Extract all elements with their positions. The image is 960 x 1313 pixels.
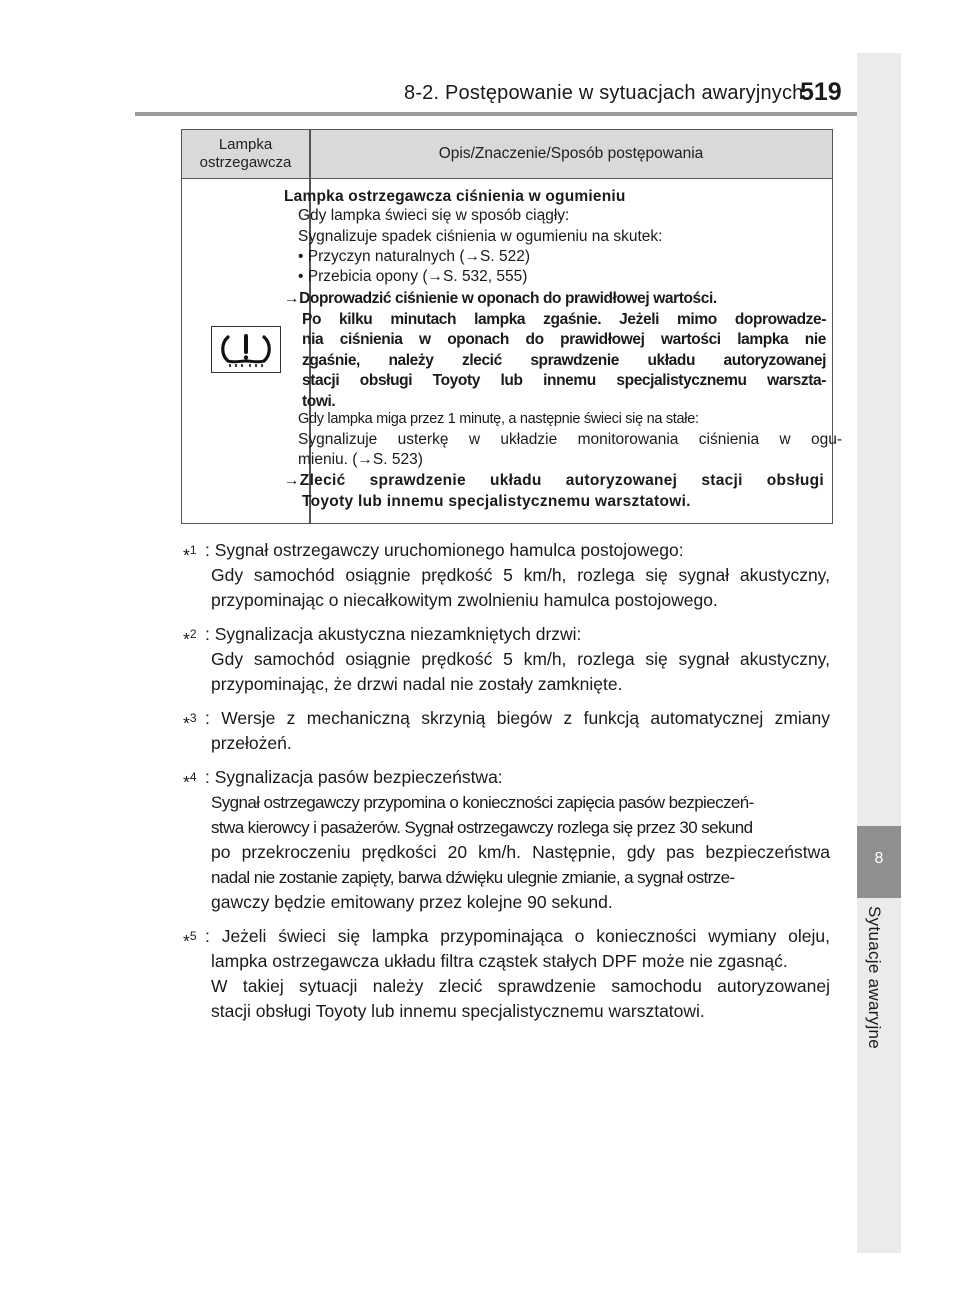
lamp-description-line: mieniu. (→S. 523) <box>298 451 423 468</box>
footnote-line: : Wersje z mechaniczną skrzynią biegów z funkcją automatycznej zmiany <box>205 708 830 728</box>
lamp-description-line: • Przyczyn naturalnych (→S. 522) <box>298 248 530 265</box>
tire-pressure-warning-icon <box>211 326 281 373</box>
lamp-description-line: Sygnalizuje spadek ciśnienia w ogumieniu na skutek: <box>298 228 663 245</box>
footnote-line: lampka ostrzegawcza układu filtra cząstek stałych DPF może nie zgasnąć. <box>211 951 788 971</box>
action-line: zgaśnie, należy zlecić sprawdzenie układu autoryzowanej <box>302 351 826 369</box>
footnote-mark: * <box>183 712 190 733</box>
chapter-title: Sytuacje awaryjne <box>865 906 884 1050</box>
table-header-description: Opis/Znaczenie/Sposób postępowania <box>438 145 704 162</box>
lamp-description-line: Gdy lampka świeci się w sposób ciągły: <box>298 207 570 224</box>
page-number: 519 <box>800 78 842 106</box>
action-line: nia ciśnienia w oponach do prawidłowej wartości lampka nie <box>302 331 826 348</box>
footnote-number: 2 <box>189 627 197 641</box>
table-header-row <box>182 130 832 179</box>
footnote-mark: * <box>183 628 190 649</box>
footnote-line: stacji obsługi Toyoty lub innemu specjalistycznemu warsztatowi. <box>211 1001 705 1021</box>
action-line: Po kilku minutach lampka zgaśnie. Jeżeli mimo doprowadze- <box>302 310 826 328</box>
footnote-mark: * <box>183 930 190 951</box>
footnote-line: gawczy będzie emitowany przez kolejne 90 sekund. <box>211 892 613 912</box>
footnote-mark: * <box>183 771 190 792</box>
action-line: →Doprowadzić ciśnienie w oponach do prawidłowej wartości. <box>284 290 717 307</box>
footnote <box>183 765 830 915</box>
footnote-line: Gdy samochód osiągnie prędkość 5 km/h, rozlega się sygnał akustyczny, <box>211 565 830 585</box>
footnote <box>183 622 830 697</box>
footnote-line: : Jeżeli świeci się lampka przypominająca o konieczności wymiany oleju, <box>205 926 830 946</box>
lamp-description-line: • Przebicia opony (→S. 532, 555) <box>298 268 528 285</box>
footnote <box>183 538 830 613</box>
action-line: stacji obsługi Toyoty lub innemu specjalistycznemu warszta- <box>302 372 826 389</box>
footnote-line: nadal nie zostanie zapięty, barwa dźwięku ulegnie zmianie, a sygnał ostrze- <box>211 868 735 887</box>
table-header-lamp: Lampka ostrzegawcza <box>199 136 292 171</box>
lamp-description-title: Lampka ostrzegawcza ciśnienia w ogumieniu <box>284 188 626 205</box>
action-line: →Zlecić sprawdzenie układu autoryzowanej stacji obsługi <box>284 472 824 489</box>
page-header-title: 8-2. Postępowanie w sytuacjach awaryjnych <box>404 82 804 104</box>
action-block-1 <box>284 290 826 411</box>
footnote-number: 5 <box>189 929 197 943</box>
footnote-number: 1 <box>189 543 197 557</box>
footnote-number: 3 <box>189 711 197 725</box>
footnote-line: : Sygnalizacja pasów bezpieczeństwa: <box>205 767 503 787</box>
header-rule <box>135 112 857 116</box>
footnote-line: W takiej sytuacji należy zlecić sprawdzenie samochodu autoryzowanej <box>211 976 830 996</box>
footnotes <box>183 538 830 1033</box>
footnote-line: : Sygnał ostrzegawczy uruchomionego hamulca postojowego: <box>205 540 684 560</box>
footnote <box>183 706 830 756</box>
footnote-line: przypominając o niecałkowitym zwolnieniu hamulca postojowego. <box>211 590 718 610</box>
footnote-line: Gdy samochód osiągnie prędkość 5 km/h, rozlega się sygnał akustyczny, <box>211 649 830 669</box>
footnote-line: przełożeń. <box>211 733 292 753</box>
chapter-number: 8 <box>874 850 884 867</box>
lamp-description-line: Gdy lampka miga przez 1 minutę, a następnie świeci się na stałe: <box>298 411 699 427</box>
footnote-line: stwa kierowcy i pasażerów. Sygnał ostrzegawczy rozlega się przez 30 sekund <box>211 818 753 837</box>
footnote-mark: * <box>183 544 190 565</box>
action-line: Toyoty lub innemu specjalistycznemu warsztatowi. <box>302 492 691 510</box>
footnote-number: 4 <box>189 770 197 784</box>
chapter-side-tab <box>857 53 901 1253</box>
footnote-line: Sygnał ostrzegawczy przypomina o konieczności zapięcia pasów bezpieczeń- <box>211 793 754 812</box>
action-line: towi. <box>302 392 336 410</box>
action-block-2 <box>284 472 824 511</box>
footnote-line: po przekroczeniu prędkości 20 km/h. Następnie, gdy pas bezpieczeństwa <box>211 842 830 862</box>
footnote <box>183 924 830 1024</box>
lamp-description-line: Sygnalizuje usterkę w układzie monitorowania ciśnienia w ogu- <box>298 431 842 448</box>
footnote-line: : Sygnalizacja akustyczna niezamkniętych drzwi: <box>205 624 582 644</box>
footnote-line: przypominając, że drzwi nadal nie zostały zamknięte. <box>211 674 623 694</box>
